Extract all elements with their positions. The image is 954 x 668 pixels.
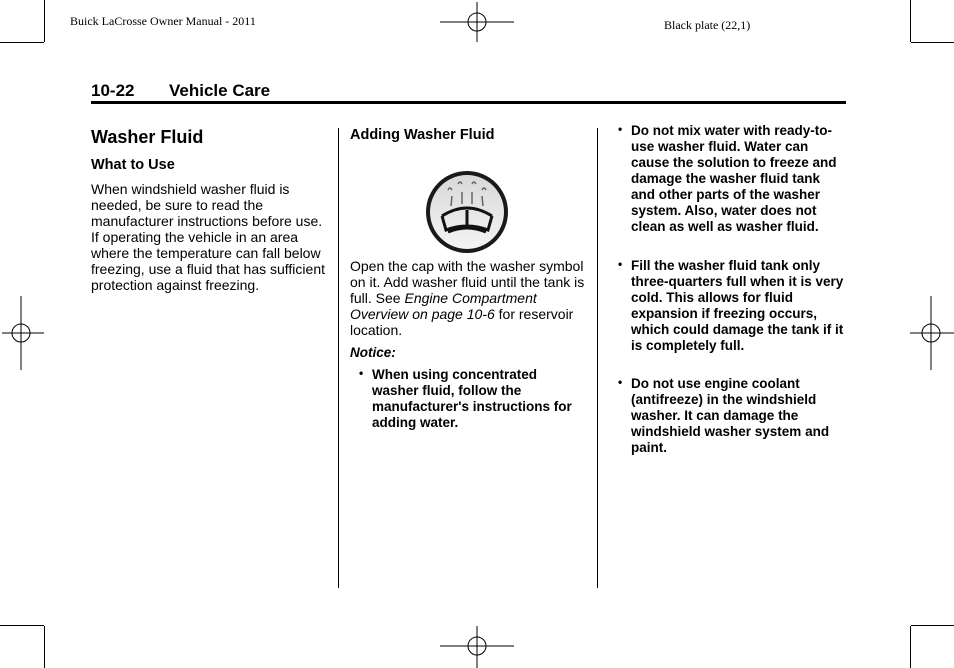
bullet-icon: • <box>618 375 623 389</box>
crop-mark <box>44 626 45 668</box>
cross-reference-link[interactable]: Engine Compartment Overview on page 10-6 <box>350 290 537 322</box>
registration-mark-icon <box>440 626 516 668</box>
crop-mark <box>911 42 954 43</box>
plate-label: Black plate (22,1) <box>664 18 751 32</box>
list-item: • Fill the washer fluid tank only three-quarters full when it is very cold. This allows for fluid expansion if freezing occurs, which could damage the tank if it is completely full. <box>618 257 844 353</box>
registration-mark-icon <box>910 296 954 372</box>
notice-label: Notice: <box>350 345 396 360</box>
bullet-icon: • <box>359 366 364 380</box>
list-item: • When using concentrated washer fluid, follow the manufacturer's instructions for adding water. <box>359 366 572 430</box>
bullet-icon: • <box>618 122 623 136</box>
registration-mark-icon <box>440 2 516 42</box>
crop-mark <box>0 625 44 626</box>
crop-mark <box>910 0 911 42</box>
column-divider <box>338 128 339 588</box>
registration-mark-icon <box>0 296 44 372</box>
page-heading: Washer Fluid <box>91 127 204 147</box>
washer-fluid-symbol-icon <box>424 170 510 254</box>
subheading: What to Use <box>91 157 175 173</box>
crop-mark <box>44 0 45 42</box>
crop-mark <box>911 625 954 626</box>
section-title <box>91 81 270 101</box>
column-divider <box>597 128 598 588</box>
subheading: Adding Washer Fluid <box>350 127 495 143</box>
body-paragraph: When windshield washer fluid is needed, be sure to read the manufacturer instructions before use. If operating the vehicle in an area where the temperature can fall below freezing, use a fluid that has sufficient protection against freezing. <box>91 181 325 293</box>
crop-mark <box>0 42 44 43</box>
section-name: Vehicle Care <box>169 81 271 100</box>
list-item: • Do not mix water with ready-to-use washer fluid. Water can cause the solution to freeze and damage the washer fluid tank and other parts of the washer system. Also, water does not clean as well as washer fluid. <box>618 122 837 234</box>
section-rule <box>91 101 846 104</box>
bullet-icon: • <box>618 257 623 271</box>
crop-mark <box>910 626 911 668</box>
running-header-title: Buick LaCrosse Owner Manual - 2011 <box>70 14 256 28</box>
list-item: • Do not use engine coolant (antifreeze) in the windshield washer. It can damage the windshield washer system and paint. <box>618 375 830 455</box>
page-number: 10-22 <box>91 81 135 100</box>
body-paragraph: Open the cap with the washer symbol on it. Add washer fluid until the tank is full. See Engine Compartment Overview on page 10-6 for reservoir location. <box>350 258 585 338</box>
